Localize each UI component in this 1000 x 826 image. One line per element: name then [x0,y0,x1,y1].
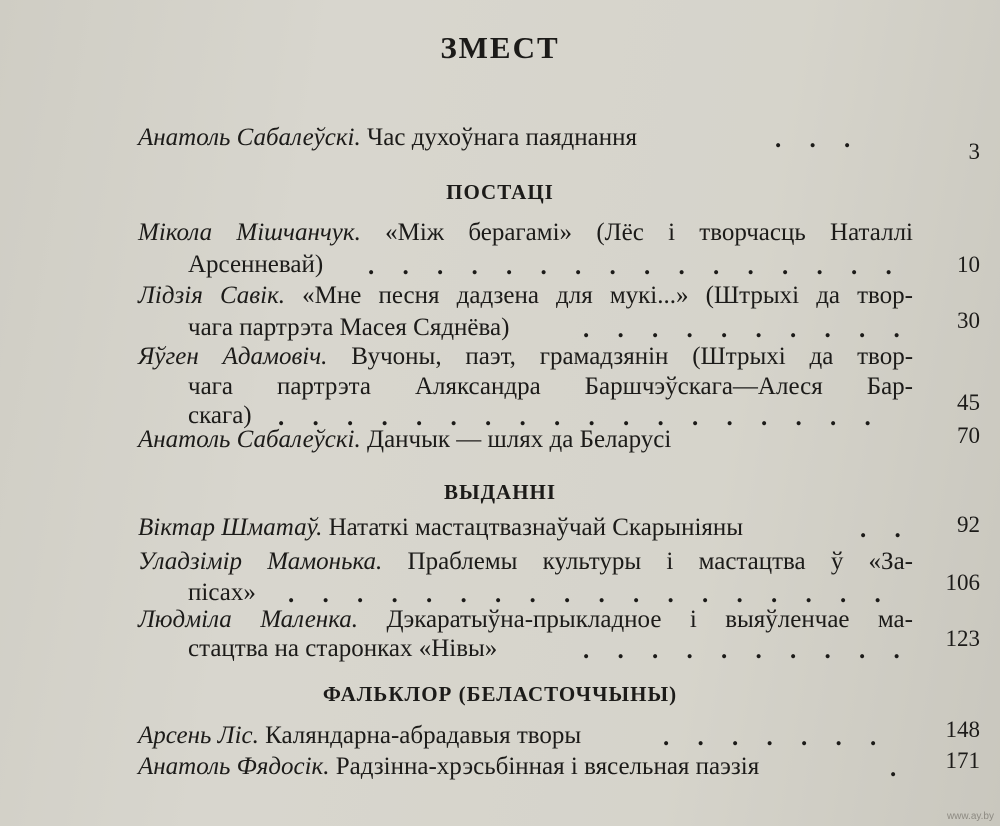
leader-dots: . . . . . . . . . . . . . . . . . . [278,404,882,431]
page-number: 45 [957,390,980,415]
entry-title-continued: чага партрэта Масея Сяднёва) [188,314,510,341]
entry-title-continued: чага партрэта Аляксандра Баршчэўскага—Алеся Бар- [188,373,913,400]
toc-entry-line [138,342,913,372]
leader-dots: . . . [775,126,862,153]
entry-author: Уладзімір Мамонька. [138,548,383,575]
entry-title-continued: Арсенневай) [188,251,324,278]
entry-title: Час духоўнага паяднання [367,124,637,151]
page-number: 106 [945,570,980,595]
leader-dots: . . . . . . . . . . [583,637,911,664]
entry-title-continued: пісах» [188,579,256,606]
toc-entry-line [138,281,913,311]
entry-title: Каляндарна-абрадавыя творы [265,722,582,749]
page-number: 123 [945,626,980,651]
entry-title: Данчык — шлях да Беларусі [367,426,672,453]
page-title: ЗМЕСТ [440,30,560,65]
entry-author: Віктар Шматаў. [138,514,323,541]
watermark: www.ay.by [946,811,994,822]
entry-title: Радзінна-хрэсьбінная і вясельная паэзія [335,753,760,780]
page-number: 3 [968,139,980,164]
section-heading-vydanni: ВЫДАННІ [443,480,557,504]
entry-author: Людміла Маленка. [138,606,359,633]
toc-entry-line [138,218,913,248]
leader-dots: . . . . . . . . . . . . . . . . . . [288,581,892,608]
entry-title: «Між берагамі» (Лёс і творчасць Наталлі [385,219,913,246]
toc-entry-line [138,605,913,635]
entry-title: Дэкаратыўна-прыкладное і выяўленчае ма- [386,606,913,633]
entry-author: Лідзія Савік. [138,282,286,309]
toc-entry-line [138,425,913,455]
section-heading-postatsi: ПОСТАЦІ [446,180,554,204]
page-number: 30 [957,308,980,333]
page-number: 70 [957,423,980,448]
leader-dots: . . . . . . . . . . [583,316,911,343]
entry-title: «Мне песня дадзена для мукі...» (Штрыхі да твор- [302,282,914,309]
page-number: 92 [957,512,980,537]
leader-dots: . [890,755,908,782]
entry-author: Анатоль Фядосік. [138,753,330,780]
leader-dots: . . . . . . . . . . . . . . . . [368,253,903,280]
leader-dots: . . . . . . . [663,724,888,751]
entry-title-continued: стацтва на старонках «Нівы» [188,635,498,662]
toc-entry-line [138,752,913,782]
entry-author: Анатоль Сабалеўскі. [138,124,361,151]
leader-dots: . . [860,516,912,543]
entry-author: Яўген Адамовіч. [138,343,328,370]
page-number: 10 [957,252,980,277]
entry-title: Нататкі мастацтвазнаўчай Скарыніяны [328,514,744,541]
entry-author: Мікола Мішчанчук. [138,219,361,246]
page-number: 148 [945,717,980,742]
entry-author: Анатоль Сабалеўскі. [138,426,361,453]
toc-entry-line [138,547,913,577]
page-number: 171 [945,748,980,773]
entry-title: Праблемы культуры і мастацтва ў «За- [407,548,914,575]
entry-author: Арсень Ліс. [138,722,259,749]
entry-title-continued: скага) [188,402,252,429]
entry-title: Вучоны, паэт, грамадзянін (Штрыхі да твор- [351,343,914,370]
toc-entry-line [138,513,913,543]
section-heading-falklor: ФАЛЬКЛОР (БЕЛАСТОЧЧЫНЫ) [322,682,678,706]
